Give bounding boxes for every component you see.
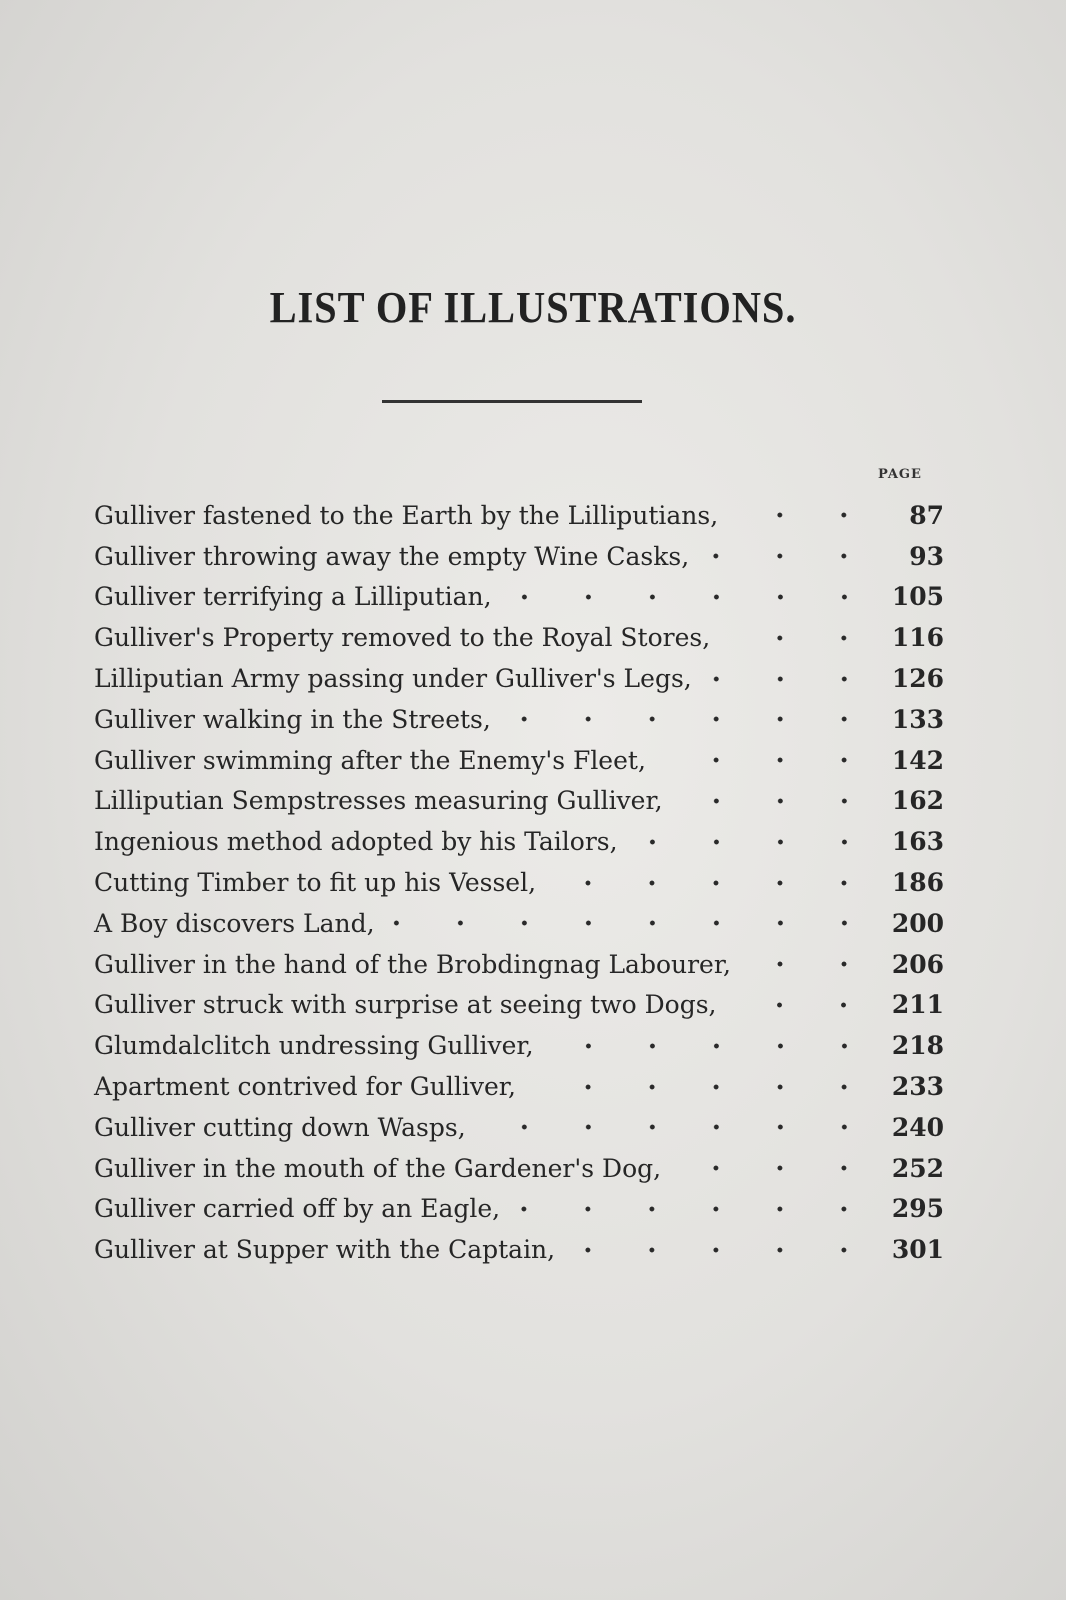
- list-item: [94, 658, 944, 699]
- list-item: [94, 985, 944, 1026]
- list-item: [94, 495, 944, 536]
- list-item: [94, 821, 944, 862]
- entry-title: Gulliver carried off by an Eagle,: [94, 1194, 501, 1224]
- entry-page-number: 218: [891, 1031, 944, 1061]
- list-item: [94, 699, 944, 740]
- dot-leader: [548, 1042, 876, 1050]
- entry-page-number: 133: [891, 704, 944, 734]
- dot-leader: [677, 797, 876, 805]
- entry-title: A Boy discovers Land,: [94, 908, 375, 938]
- entry-title: Gulliver terrifying a Lilliputian,: [94, 582, 492, 612]
- list-item: [94, 577, 944, 618]
- entry-page-number: 142: [891, 745, 944, 775]
- list-item: [94, 1025, 944, 1066]
- entry-page-number: 116: [891, 623, 944, 653]
- entry-page-number: 252: [891, 1153, 944, 1183]
- list-item: [94, 1066, 944, 1107]
- entry-title: Gulliver fastened to the Earth by the Lilliputians,: [94, 500, 719, 530]
- entry-page-number: 295: [891, 1194, 944, 1224]
- list-item: [94, 740, 944, 781]
- dot-leader: [730, 1001, 876, 1009]
- entry-title: Gulliver swimming after the Enemy's Fleet,: [94, 745, 646, 775]
- dot-leader: [506, 593, 876, 601]
- entry-title: Gulliver struck with surprise at seeing two Dogs,: [94, 990, 717, 1020]
- dot-leader: [660, 756, 876, 764]
- list-item: [94, 862, 944, 903]
- list-item: [94, 1107, 944, 1148]
- dot-leader: [703, 552, 876, 560]
- entry-page-number: 240: [891, 1112, 944, 1142]
- list-item: [94, 1229, 944, 1270]
- dot-leader: [675, 1164, 876, 1172]
- entry-title: Glumdalclitch undressing Gulliver,: [94, 1031, 534, 1061]
- title-rule-divider: [382, 400, 642, 403]
- entry-title: Gulliver at Supper with the Captain,: [94, 1235, 556, 1265]
- dot-leader: [724, 634, 876, 642]
- dot-leader: [480, 1123, 876, 1131]
- entry-page-number: 126: [891, 664, 944, 694]
- entry-title: Gulliver throwing away the empty Wine Casks,: [94, 541, 690, 571]
- entry-page-number: 200: [891, 908, 944, 938]
- list-item: [94, 1189, 944, 1230]
- dot-leader: [389, 919, 876, 927]
- dot-leader: [530, 1083, 876, 1091]
- dot-leader: [706, 675, 876, 683]
- dot-leader: [505, 715, 876, 723]
- entry-page-number: 105: [891, 582, 944, 612]
- entry-page-number: 163: [891, 827, 944, 857]
- dot-leader: [632, 838, 876, 846]
- entry-page-number: 206: [891, 949, 944, 979]
- list-item: [94, 617, 944, 658]
- page-column-heading: PAGE: [878, 467, 922, 482]
- dot-leader: [550, 879, 876, 887]
- list-item: [94, 781, 944, 822]
- entry-title: Ingenious method adopted by his Tailors,: [94, 827, 618, 857]
- illustrations-list: [94, 495, 944, 1270]
- entry-title: Gulliver's Property removed to the Royal Stores,: [94, 623, 711, 653]
- entry-title: Gulliver in the hand of the Brobdingnag Labourer,: [94, 949, 731, 979]
- list-item: [94, 1148, 944, 1189]
- entry-title: Lilliputian Army passing under Gulliver's Legs,: [94, 664, 692, 694]
- entry-title: Gulliver cutting down Wasps,: [94, 1112, 466, 1142]
- entry-page-number: 93: [909, 541, 944, 571]
- entry-page-number: 87: [909, 500, 944, 530]
- dot-leader: [514, 1205, 876, 1213]
- dot-leader: [732, 511, 876, 519]
- page-title: LIST OF ILLUSTRATIONS.: [269, 283, 797, 332]
- entry-title: Gulliver in the mouth of the Gardener's Dog,: [94, 1153, 662, 1183]
- entry-page-number: 233: [891, 1072, 944, 1102]
- entry-title: Gulliver walking in the Streets,: [94, 704, 491, 734]
- entry-page-number: 211: [891, 990, 944, 1020]
- entry-title: Lilliputian Sempstresses measuring Gulliver,: [94, 786, 663, 816]
- list-item: [94, 903, 944, 944]
- entry-page-number: 186: [891, 868, 944, 898]
- list-item: [94, 536, 944, 577]
- entry-page-number: 162: [891, 786, 944, 816]
- entry-title: Apartment contrived for Gulliver,: [94, 1072, 516, 1102]
- entry-page-number: 301: [891, 1235, 944, 1265]
- list-item: [94, 944, 944, 985]
- dot-leader: [569, 1246, 876, 1254]
- dot-leader: [745, 960, 876, 968]
- entry-title: Cutting Timber to fit up his Vessel,: [94, 868, 537, 898]
